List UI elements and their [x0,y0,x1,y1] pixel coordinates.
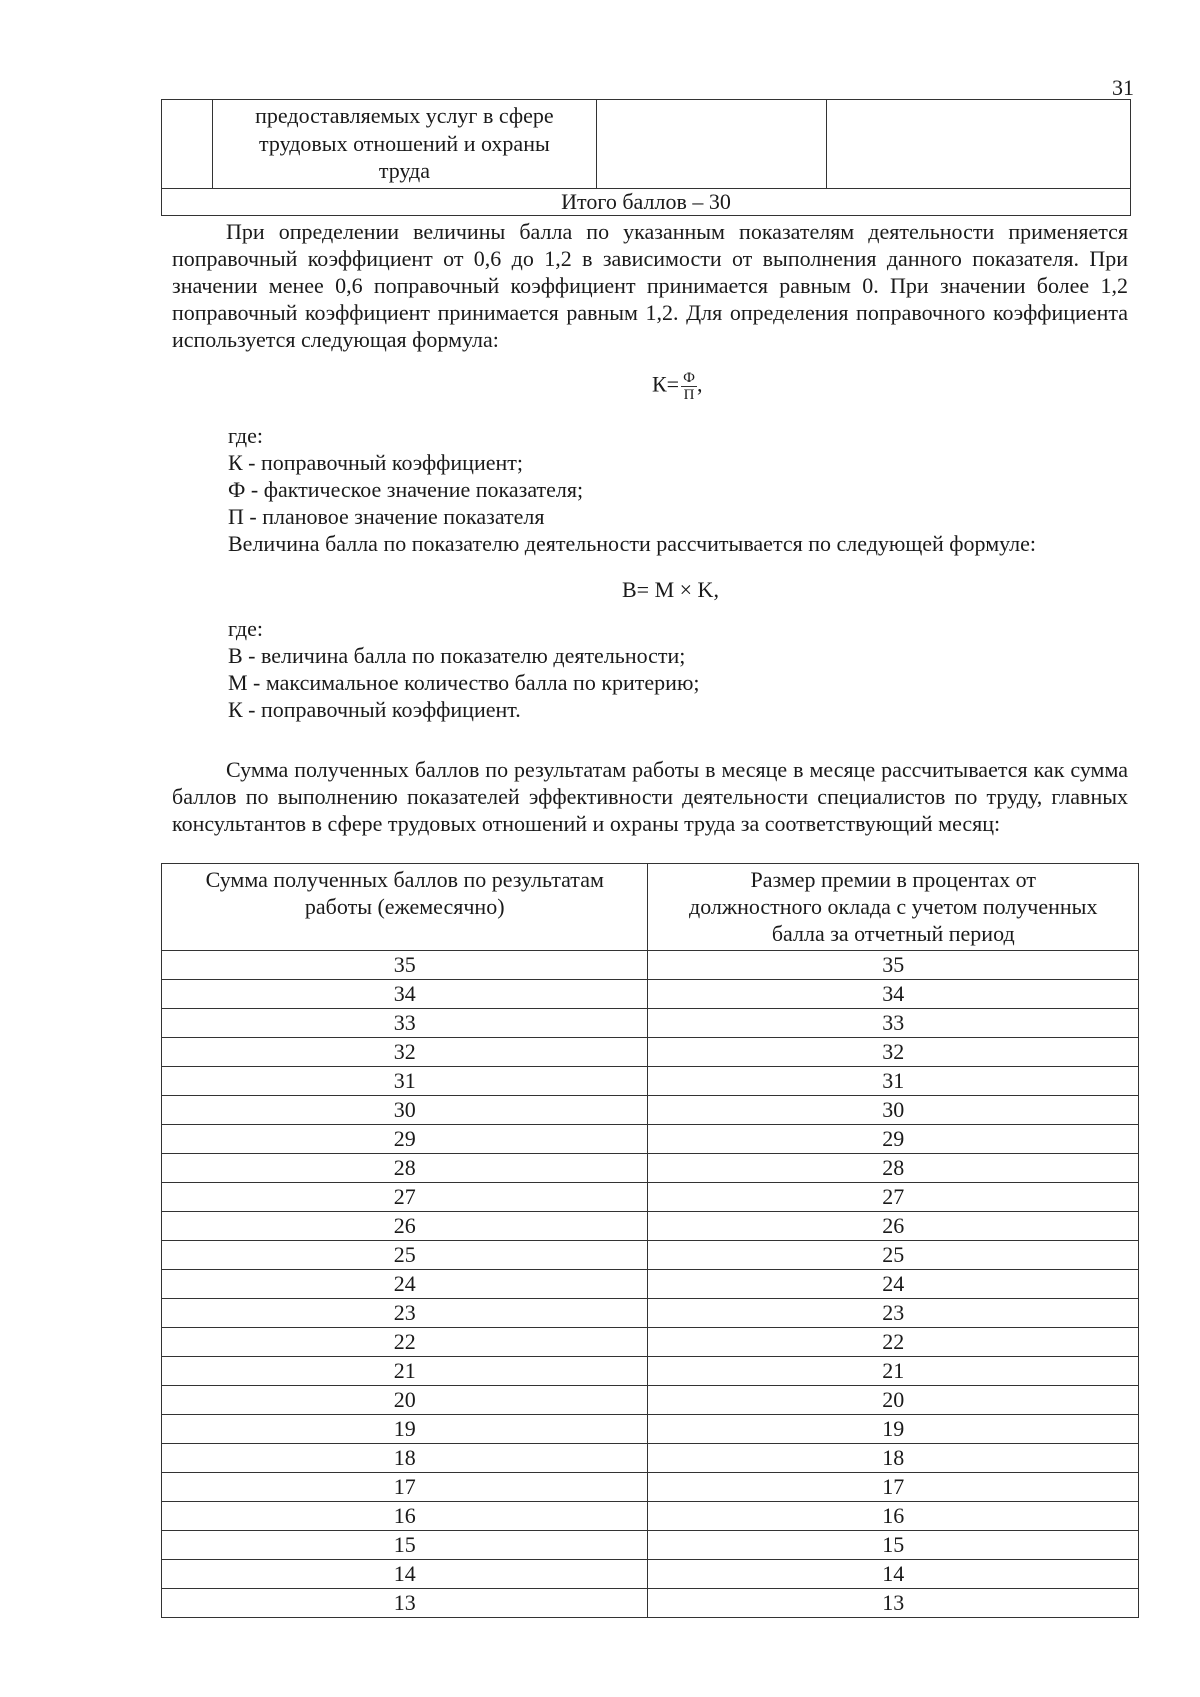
coefficient-formula [652,370,702,403]
definition-line: где: [228,423,263,448]
bonus-percent-cell: 30 [648,1096,1139,1125]
header-points [162,864,648,951]
definition-line: П - плановое значение показателя [228,504,545,529]
total-points: Итого баллов – 30 [162,189,1131,216]
points-cell: 27 [162,1183,648,1212]
table-row [162,980,1139,1009]
formula-numerator: Ф [683,370,695,386]
table-row [162,1357,1139,1386]
criteria-row [162,100,1131,189]
bonus-percent-cell: 13 [648,1589,1139,1618]
points-cell: 33 [162,1009,648,1038]
bonus-percent-cell: 21 [648,1357,1139,1386]
table-row [162,951,1139,980]
criteria-empty-cell [596,100,826,189]
criteria-empty-cell [827,100,1131,189]
table-row [162,1299,1139,1328]
table-row [162,1502,1139,1531]
definition-line: М - максимальное количество балла по критерию; [228,670,700,695]
table-row [162,1589,1139,1618]
definition-line: Ф - фактическое значение показателя; [228,477,584,502]
bonus-percent-cell: 33 [648,1009,1139,1038]
points-cell: 30 [162,1096,648,1125]
points-cell: 14 [162,1560,648,1589]
coefficient-paragraph: При определении величины балла по указанным показателям деятельности применяется поправочный коэффициент от 0,6 до 1,2 в зависимости от выполнения данного показателя. При значении менее 0,6 поправочный коэффициент принимается равным 0. При значении более 1,2 поправочный коэффициент принимается равным 1,2. Для определения поправочного коэффициента используется следующая формула: [172,219,1128,352]
bonus-percent-cell: 25 [648,1241,1139,1270]
bonus-percent-cell: 26 [648,1212,1139,1241]
table-row [162,1531,1139,1560]
table-row [162,1328,1139,1357]
definition-line: К - поправочный коэффициент; [228,450,523,475]
points-cell: 22 [162,1328,648,1357]
table-row [162,1212,1139,1241]
points-cell: 28 [162,1154,648,1183]
bonus-percent-cell: 20 [648,1386,1139,1415]
definition-line: где: [228,616,263,641]
bonus-percent-cell: 23 [648,1299,1139,1328]
points-cell: 16 [162,1502,648,1531]
criteria-number-cell [162,100,213,189]
bonus-percent-cell: 24 [648,1270,1139,1299]
points-formula: B= M × K, [622,577,719,602]
points-definitions [228,615,700,723]
sum-paragraph: Сумма полученных баллов по результатам работы в месяце в месяце рассчитывается как сумма баллов по выполнению показателей эффективности деятельности специалистов по труду, главных консультантов в сфере трудовых отношений и охраны труда за соответствующий месяц: [172,757,1128,836]
table-row [162,1154,1139,1183]
table-row [162,1473,1139,1502]
bonus-percent-cell: 17 [648,1473,1139,1502]
header-line: Размер премии в процентах от [750,867,1036,892]
definition-line: В - величина балла по показателю деятельности; [228,643,686,668]
bonus-percent-cell: 29 [648,1125,1139,1154]
table-row [162,1009,1139,1038]
formula-denominator: П [683,387,695,403]
points-cell: 25 [162,1241,648,1270]
bonus-percent-cell: 32 [648,1038,1139,1067]
points-cell: 26 [162,1212,648,1241]
formula-suffix: , [696,371,703,397]
bonus-percent-cell: 34 [648,980,1139,1009]
formula-fraction [681,370,697,403]
bonus-table [161,863,1139,1618]
points-cell: 20 [162,1386,648,1415]
points-cell: 31 [162,1067,648,1096]
table-row [162,1067,1139,1096]
points-cell: 35 [162,951,648,980]
points-cell: 18 [162,1444,648,1473]
points-cell: 15 [162,1531,648,1560]
header-line: балла за отчетный период [771,921,1015,946]
total-row [162,189,1131,216]
points-cell: 17 [162,1473,648,1502]
table-row [162,1125,1139,1154]
table-row [162,1270,1139,1299]
table-row [162,1241,1139,1270]
bonus-percent-cell: 15 [648,1531,1139,1560]
bonus-percent-cell: 18 [648,1444,1139,1473]
points-cell: 23 [162,1299,648,1328]
bonus-percent-cell: 22 [648,1328,1139,1357]
definition-line: Величина балла по показателю деятельности рассчитывается по следующей формуле: [228,531,1037,556]
bonus-percent-cell: 14 [648,1560,1139,1589]
points-cell: 34 [162,980,648,1009]
header-line: работы (ежемесячно) [304,894,505,919]
criteria-table-continuation [161,99,1131,216]
table-row [162,1386,1139,1415]
header-line: должностного оклада с учетом полученных [689,894,1098,919]
bonus-percent-cell: 28 [648,1154,1139,1183]
points-cell: 19 [162,1415,648,1444]
bonus-percent-cell: 31 [648,1067,1139,1096]
table-row [162,1560,1139,1589]
points-cell: 21 [162,1357,648,1386]
coefficient-paragraph-block [172,218,1128,353]
coefficient-definitions [228,422,1036,557]
table-row [162,1444,1139,1473]
header-line: Сумма полученных баллов по результатам [205,867,604,892]
criteria-name-cell [212,100,596,189]
table-row [162,1038,1139,1067]
points-cell: 29 [162,1125,648,1154]
bonus-table-body [162,951,1139,1618]
criteria-name-line: трудовых отношений и охраны [259,130,550,156]
table-row [162,1183,1139,1212]
table-row [162,1415,1139,1444]
sum-paragraph-block [172,756,1128,837]
formula-lhs: К= [652,371,680,397]
bonus-percent-cell: 27 [648,1183,1139,1212]
bonus-percent-cell: 19 [648,1415,1139,1444]
bonus-percent-cell: 35 [648,951,1139,980]
criteria-name-line: предоставляемых услуг в сфере [255,103,554,128]
points-cell: 24 [162,1270,648,1299]
points-cell: 32 [162,1038,648,1067]
points-cell: 13 [162,1589,648,1618]
criteria-name-line: труда [378,158,430,183]
definition-line: К - поправочный коэффициент. [228,697,521,722]
page-number: 31 [1112,75,1134,100]
header-bonus-percent [648,864,1139,951]
bonus-percent-cell: 16 [648,1502,1139,1531]
table-row [162,1096,1139,1125]
bonus-table-header [162,864,1139,951]
